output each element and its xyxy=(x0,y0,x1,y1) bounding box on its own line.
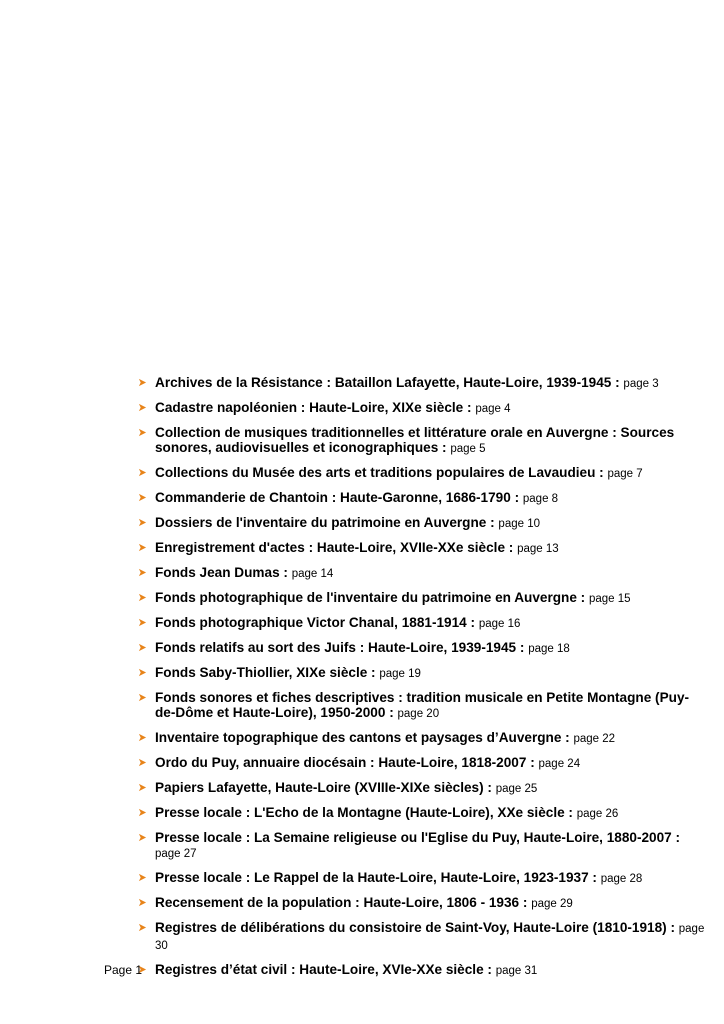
arrow-right-icon xyxy=(138,468,147,477)
arrow-right-icon xyxy=(138,643,147,652)
toc-entry-title: Ordo du Puy, annuaire diocésain : Haute-Loire, 1818-2007 : xyxy=(155,755,535,770)
arrow-right-icon xyxy=(138,873,147,882)
toc-entry[interactable] xyxy=(136,870,706,887)
toc-entry-title: Presse locale : L'Echo de la Montagne (Haute-Loire), XXe siècle : xyxy=(155,805,573,820)
toc-entry[interactable] xyxy=(136,690,706,722)
toc-entry[interactable] xyxy=(136,540,706,557)
toc-entry-title: Fonds Jean Dumas : xyxy=(155,565,288,580)
toc-entry-page[interactable]: page 14 xyxy=(291,568,334,580)
toc-entry-title: Fonds Saby-Thiollier, XIXe siècle : xyxy=(155,665,376,680)
toc-entry-title: Collections du Musée des arts et traditions populaires de Lavaudieu : xyxy=(155,465,604,480)
toc-entry-page[interactable]: page 5 xyxy=(450,443,486,455)
toc-entry[interactable] xyxy=(136,755,706,772)
toc-entry-title: Recensement de la population : Haute-Loire, 1806 - 1936 : xyxy=(155,895,528,910)
toc-entry[interactable] xyxy=(136,465,706,482)
toc-entry-title: Dossiers de l'inventaire du patrimoine en Auvergne : xyxy=(155,515,495,530)
page-number: Page 1 xyxy=(104,963,143,977)
toc-entry-page[interactable]: page 7 xyxy=(607,468,643,480)
arrow-right-icon xyxy=(138,783,147,792)
toc-entry[interactable] xyxy=(136,375,706,392)
toc-entry[interactable] xyxy=(136,920,706,954)
arrow-right-icon xyxy=(138,493,147,502)
toc-entry-title: Fonds photographique Victor Chanal, 1881-1914 : xyxy=(155,615,476,630)
toc-entry-title: Fonds sonores et fiches descriptives : tradition musicale en Petite Montagne (Puy-de-Dôme et Haute-Loire), 1950-2000 : xyxy=(155,690,690,720)
toc-entry-page[interactable]: page 19 xyxy=(379,668,421,680)
toc-entry-title: Presse locale : La Semaine religieuse ou l'Eglise du Puy, Haute-Loire, 1880-2007 : xyxy=(155,830,681,845)
toc-entry[interactable] xyxy=(136,565,706,582)
toc-entry-title: Registres d’état civil : Haute-Loire, XVIe-XXe siècle : xyxy=(155,962,492,977)
toc-entry-page[interactable]: page 26 xyxy=(576,808,619,820)
toc-entry-page[interactable]: page 3 xyxy=(623,378,659,390)
toc-entry-page[interactable]: page 16 xyxy=(478,618,521,630)
toc-entry-page[interactable]: page 25 xyxy=(495,783,538,795)
arrow-right-icon xyxy=(138,668,147,677)
arrow-right-icon xyxy=(138,758,147,767)
toc-entry-title: Inventaire topographique des cantons et paysages d’Auvergne : xyxy=(155,730,570,745)
toc-entry-title: Fonds photographique de l'inventaire du patrimoine en Auvergne : xyxy=(155,590,586,605)
arrow-right-icon xyxy=(138,693,147,702)
toc-entry[interactable] xyxy=(136,962,706,979)
arrow-right-icon xyxy=(138,808,147,817)
arrow-right-icon xyxy=(138,593,147,602)
toc-entry-page[interactable]: page 24 xyxy=(538,758,581,770)
arrow-right-icon xyxy=(138,543,147,552)
toc-entry-title: Papiers Lafayette, Haute-Loire (XVIIIe-XIXe siècles) : xyxy=(155,780,492,795)
toc-entry-page[interactable]: page 28 xyxy=(600,873,643,885)
toc-entry-page[interactable]: page 4 xyxy=(475,403,511,415)
toc-entry-title: Enregistrement d'actes : Haute-Loire, XVIIe-XXe siècle : xyxy=(155,540,514,555)
table-of-contents xyxy=(136,375,706,987)
toc-entry[interactable] xyxy=(136,490,706,507)
toc-entry[interactable] xyxy=(136,640,706,657)
toc-entry[interactable] xyxy=(136,730,706,747)
toc-entry-page[interactable]: page 22 xyxy=(573,733,616,745)
toc-entry-page[interactable]: page 18 xyxy=(528,643,570,655)
toc-entry-page[interactable]: page 29 xyxy=(531,898,573,910)
toc-entry-page[interactable]: page 15 xyxy=(589,593,631,605)
toc-entry-title: Registres de délibérations du consistoire de Saint-Voy, Haute-Loire (1810-1918) : xyxy=(155,920,675,935)
toc-entry[interactable] xyxy=(136,895,706,912)
toc-entry-page[interactable]: page 20 xyxy=(397,708,440,720)
toc-entry-title: Presse locale : Le Rappel de la Haute-Loire, Haute-Loire, 1923-1937 : xyxy=(155,870,597,885)
toc-entry-page[interactable]: page 27 xyxy=(155,848,197,860)
toc-entry[interactable] xyxy=(136,805,706,822)
toc-entry-title: Collection de musiques traditionnelles et littérature orale en Auvergne : Sources sonores, audiovisuelles et iconographiques : xyxy=(155,425,675,455)
arrow-right-icon xyxy=(138,733,147,742)
arrow-right-icon xyxy=(138,618,147,627)
arrow-right-icon xyxy=(138,833,147,842)
arrow-right-icon xyxy=(138,898,147,907)
toc-entry-title: Archives de la Résistance : Bataillon Lafayette, Haute-Loire, 1939-1945 : xyxy=(155,375,620,390)
arrow-right-icon xyxy=(138,518,147,527)
toc-entry-page[interactable]: page 30 xyxy=(155,923,705,952)
toc-entry[interactable] xyxy=(136,515,706,532)
arrow-right-icon xyxy=(138,403,147,412)
arrow-right-icon xyxy=(138,378,147,387)
toc-entry[interactable] xyxy=(136,830,706,862)
toc-entry[interactable] xyxy=(136,425,706,457)
toc-entry-title: Cadastre napoléonien : Haute-Loire, XIXe siècle : xyxy=(155,400,472,415)
toc-entry-page[interactable]: page 10 xyxy=(498,518,540,530)
arrow-right-icon xyxy=(138,923,147,932)
toc-entry[interactable] xyxy=(136,590,706,607)
toc-entry[interactable] xyxy=(136,780,706,797)
toc-entry-page[interactable]: page 8 xyxy=(522,493,559,505)
arrow-right-icon xyxy=(138,428,147,437)
toc-entry[interactable] xyxy=(136,665,706,682)
toc-entry-page[interactable]: page 31 xyxy=(495,965,538,977)
toc-entry-page[interactable]: page 13 xyxy=(517,543,559,555)
toc-entry-title: Commanderie de Chantoin : Haute-Garonne, 1686-1790 : xyxy=(155,490,520,505)
toc-entry[interactable] xyxy=(136,615,706,632)
toc-entry[interactable] xyxy=(136,400,706,417)
toc-entry-title: Fonds relatifs au sort des Juifs : Haute-Loire, 1939-1945 : xyxy=(155,640,525,655)
arrow-right-icon xyxy=(138,568,147,577)
